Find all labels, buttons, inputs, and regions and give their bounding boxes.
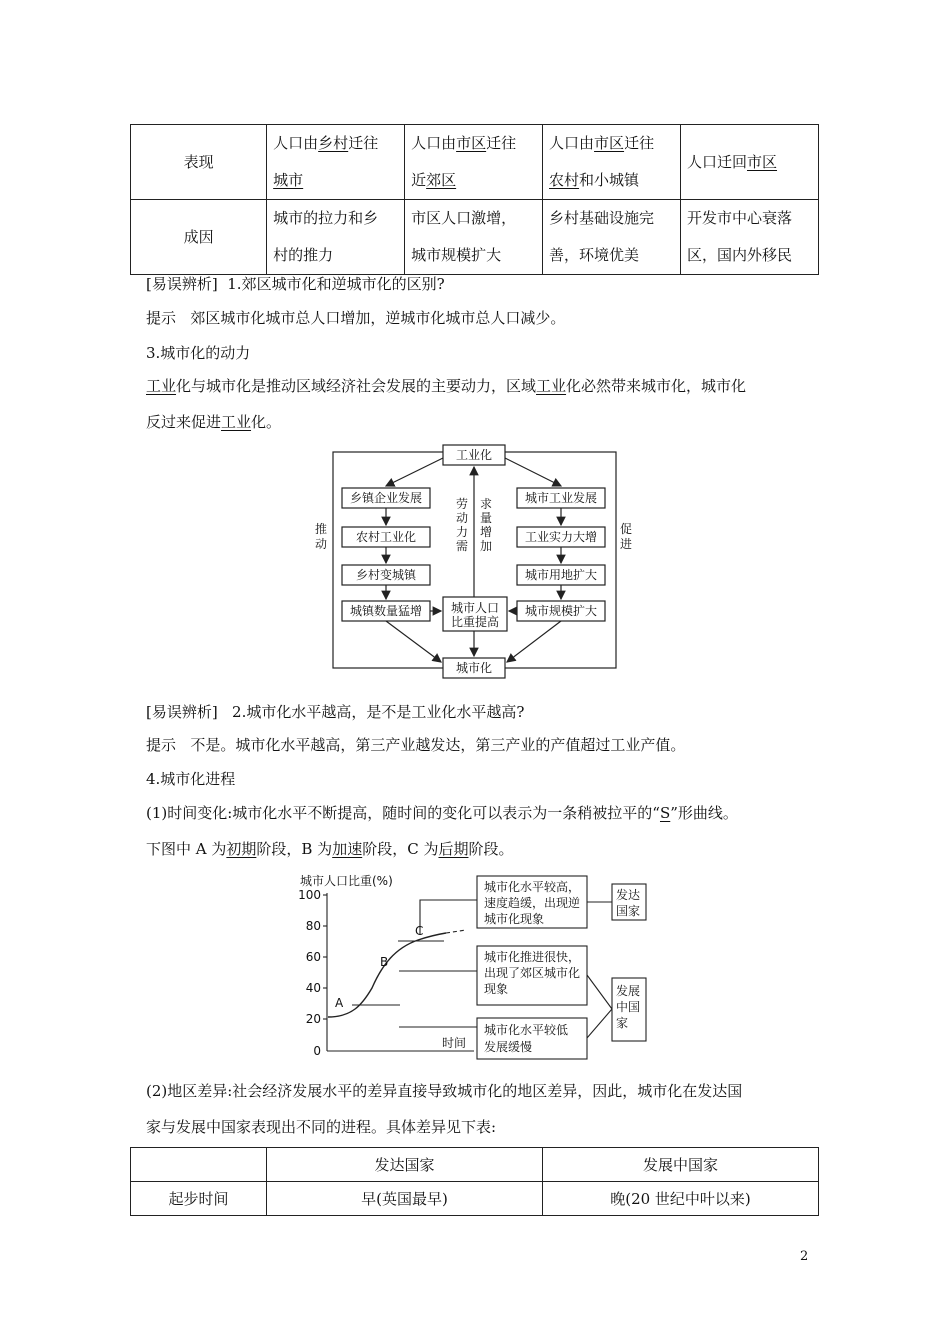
- side-label-promote: 促: [619, 522, 633, 536]
- section3-title: 3.城市化的动力: [146, 344, 251, 362]
- flow-right-node: 城市工业发展: [524, 491, 598, 505]
- labor-demand-label: 求: [479, 497, 493, 511]
- table-header: 发展中国家: [543, 1148, 819, 1182]
- developing-countries-label: 家: [616, 1016, 629, 1030]
- labor-demand-label: 动: [455, 511, 469, 525]
- node-urbanization: 城市化: [455, 661, 493, 675]
- labor-demand-label: 加: [479, 539, 493, 553]
- table-cell: 人口由市区迁往 近郊区: [405, 125, 543, 200]
- flow-right-node: 城市用地扩大: [524, 568, 598, 582]
- stage-c-label: C: [415, 924, 424, 938]
- node-industrialization: 工业化: [455, 448, 493, 462]
- y-tick: 60: [305, 950, 321, 964]
- flow-left-node: 城镇数量猛增: [349, 604, 423, 618]
- flow-left-node: 农村工业化: [355, 530, 417, 544]
- stage-c-description: 城市化现象: [484, 912, 545, 926]
- stage-c-description: 城市化水平较高，: [484, 880, 581, 894]
- difference-table: [130, 1147, 819, 1216]
- table-cell: 早(英国最早): [267, 1182, 543, 1216]
- flow-left-node: 乡镇企业发展: [349, 491, 423, 505]
- side-label-push: 推: [314, 522, 328, 536]
- a1: 提示 郊区城市化城市总人口增加，逆城市化城市总人口减少。: [146, 309, 566, 327]
- section4-p1: (1)时间变化:城市化水平不断提高，随时间的变化可以表示为一条稍被拉平的“S”形曲线。: [146, 804, 738, 822]
- q2: [易误辨析] 2.城市化水平越高，是不是工业化水平越高?: [146, 703, 525, 721]
- y-tick: 100: [298, 888, 321, 902]
- table-cell: 晚(20 世纪中叶以来): [543, 1182, 819, 1216]
- y-axis-label: 城市人口比重(%): [300, 874, 393, 888]
- stage-a-description: 城市化水平较低: [484, 1023, 569, 1037]
- q1: [易误辨析] 1.郊区城市化和逆城市化的区别?: [146, 275, 445, 293]
- table-row: [131, 1148, 819, 1182]
- developed-countries-label: 国家: [616, 904, 641, 918]
- table-cell: 城市的拉力和乡村的推力: [267, 200, 405, 275]
- stage-b-description: 现象: [484, 982, 509, 996]
- labor-demand-label: 需: [455, 539, 469, 553]
- row-head: 表现: [131, 125, 267, 200]
- flow-right-node: 城市规模扩大: [524, 604, 598, 618]
- stage-b-description: 城市化推进很快，: [484, 950, 581, 964]
- section4-p3: (2)地区差异:社会经济发展水平的差异直接导致城市化的地区差异，因此，城市化在发达国: [146, 1082, 743, 1100]
- side-label-promote: 进: [619, 537, 633, 551]
- flow-left-node: 乡村变城镇: [355, 568, 417, 582]
- developed-countries-label: 发达: [616, 888, 641, 902]
- table-cell: 人口迁回市区: [681, 125, 819, 200]
- y-tick: 0: [313, 1044, 321, 1058]
- table-cell: 乡村基础设施完善，环境优美: [543, 200, 681, 275]
- labor-demand-label: 增: [479, 525, 493, 539]
- a2: 提示 不是。城市化水平越高，第三产业越发达，第三产业的产值超过工业产值。: [146, 736, 686, 754]
- node-urban-population-ratio: 城市人口: [451, 601, 500, 615]
- labor-demand-label: 力: [455, 525, 469, 539]
- stage-b-label: B: [380, 955, 389, 969]
- flow-right-node: 工业实力大增: [524, 530, 598, 544]
- labor-demand-label: 劳: [455, 497, 469, 511]
- table-header: 发达国家: [267, 1148, 543, 1182]
- y-tick: 20: [305, 1012, 321, 1026]
- stage-c-description: 速度趋缓，出现逆: [484, 896, 581, 910]
- table-cell: 市区人口激增，城市规模扩大: [405, 200, 543, 275]
- section3-p1: 工业化与城市化是推动区域经济社会发展的主要动力，区域工业化必然带来城市化，城市化: [146, 377, 747, 395]
- row-head: 成因: [131, 200, 267, 275]
- x-axis-label: 时间: [442, 1036, 467, 1050]
- y-tick: 80: [305, 919, 321, 933]
- developing-countries-label: 发展: [616, 984, 641, 998]
- table-row: [131, 1182, 819, 1216]
- section4-p2: 下图中 A 为初期阶段，B 为加速阶段，C 为后期阶段。: [146, 840, 514, 858]
- section4-title: 4.城市化进程: [146, 770, 236, 788]
- stage-a-label: A: [335, 996, 344, 1010]
- y-tick: 40: [305, 981, 321, 995]
- node-urban-population-ratio: 比重提高: [451, 615, 500, 629]
- table-cell: 人口由市区迁往 农村和小城镇: [543, 125, 681, 200]
- side-label-push: 动: [314, 537, 328, 551]
- developing-countries-label: 中国: [616, 1000, 641, 1014]
- page-number: 2: [800, 1249, 809, 1264]
- section3-p2: 反过来促进工业化。: [146, 413, 282, 431]
- table-cell: [131, 1148, 267, 1182]
- stage-a-description: 发展缓慢: [484, 1040, 533, 1054]
- table-cell: 人口由乡村迁往 城市: [267, 125, 405, 200]
- labor-demand-label: 量: [479, 511, 493, 525]
- stage-b-description: 出现了郊区城市化: [484, 966, 581, 980]
- section4-p4: 家与发展中国家表现出不同的进程。具体差异见下表:: [146, 1118, 497, 1136]
- table-cell: 开发市中心衰落区，国内外移民: [681, 200, 819, 275]
- table-cell: 起步时间: [131, 1182, 267, 1216]
